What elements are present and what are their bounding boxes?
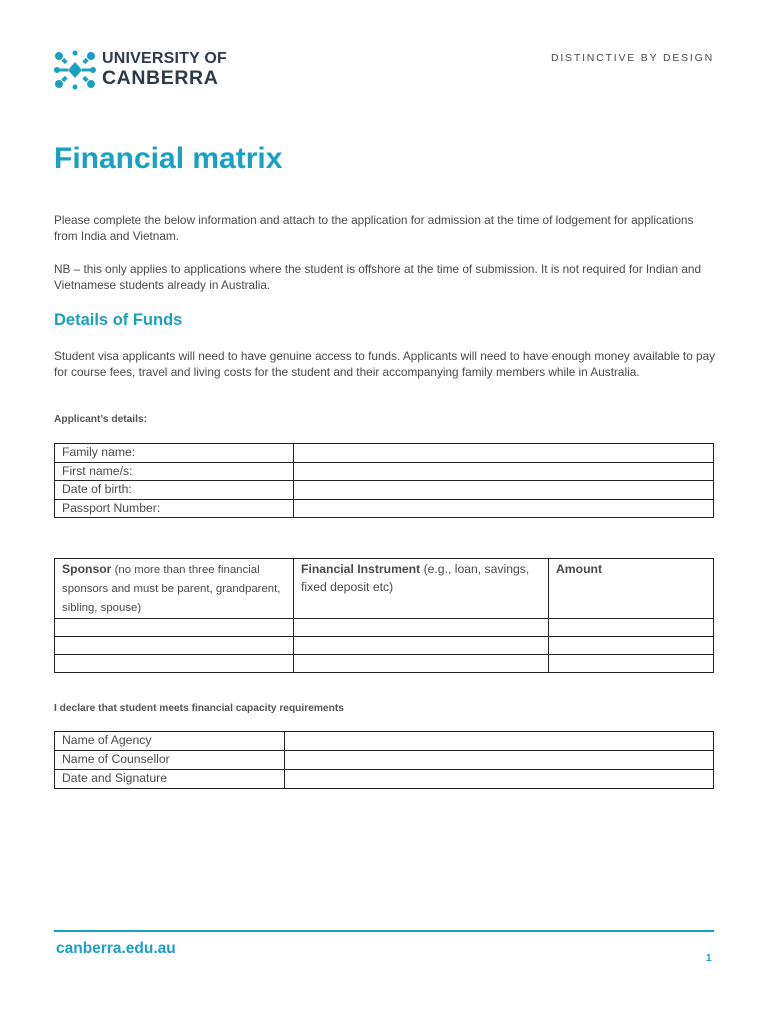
instrument-cell[interactable]	[294, 619, 549, 637]
agency-field-label: Date and Signature	[55, 770, 285, 789]
sponsor-header-title: Sponsor	[62, 562, 112, 576]
amount-header-title: Amount	[556, 562, 603, 576]
agency-field-label: Name of Agency	[55, 732, 285, 751]
amount-cell[interactable]	[549, 619, 714, 637]
amount-cell[interactable]	[549, 655, 714, 673]
applicant-field-label: First name/s:	[55, 462, 294, 481]
table-row	[55, 655, 714, 673]
sponsor-header-note: (no more than three financial sponsors and must be parent, grandparent, sibling, spouse)	[62, 564, 281, 614]
instrument-column-header	[294, 559, 549, 619]
university-logo-icon	[54, 50, 96, 90]
applicant-field-value[interactable]	[294, 462, 714, 481]
logo-line1: UNIVERSITY OF	[102, 50, 227, 68]
footer-divider	[54, 930, 714, 932]
table-row	[55, 499, 714, 518]
sponsor-column-header	[55, 559, 294, 619]
university-logo	[54, 50, 227, 90]
amount-column-header	[549, 559, 714, 619]
applicant-field-value[interactable]	[294, 499, 714, 518]
instrument-cell[interactable]	[294, 655, 549, 673]
agency-table	[54, 731, 714, 789]
table-header-row	[55, 559, 714, 619]
section-paragraph: Student visa applicants will need to have genuine access to funds. Applicants will need to have enough money available to pay for course fees, travel and living costs for the student and their accompanying family members while in Australia.	[54, 349, 716, 379]
agency-field-label: Name of Counsellor	[55, 751, 285, 770]
sponsor-cell[interactable]	[55, 619, 294, 637]
agency-field-value[interactable]	[285, 770, 714, 789]
page-number: 1	[706, 953, 712, 964]
table-row	[55, 637, 714, 655]
applicant-field-value[interactable]	[294, 444, 714, 463]
note-paragraph: NB – this only applies to applications where the student is offshore at the time of submission. It is not required for Indian and Vietnamese students already in Australia.	[54, 262, 702, 292]
page-title: Financial matrix	[54, 142, 283, 175]
table-row	[55, 481, 714, 500]
agency-field-value[interactable]	[285, 732, 714, 751]
tagline: DISTINCTIVE BY DESIGN	[550, 52, 714, 64]
table-row	[55, 732, 714, 751]
footer-website-link[interactable]: canberra.edu.au	[56, 940, 176, 957]
instrument-header-note: (e.g., loan, savings, fixed deposit etc)	[301, 562, 530, 594]
table-row	[55, 462, 714, 481]
section-heading: Details of Funds	[54, 311, 183, 329]
sponsor-cell[interactable]	[55, 637, 294, 655]
sponsor-table	[54, 558, 714, 673]
table-row	[55, 444, 714, 463]
applicant-field-label: Passport Number:	[55, 499, 294, 518]
logo-line2: CANBERRA	[102, 67, 219, 90]
sponsor-cell[interactable]	[55, 655, 294, 673]
table-row	[55, 619, 714, 637]
table-row	[55, 751, 714, 770]
instrument-header-title: Financial Instrument	[301, 562, 421, 576]
amount-cell[interactable]	[549, 637, 714, 655]
applicant-field-label: Family name:	[55, 444, 294, 463]
intro-paragraph: Please complete the below information and attach to the application for admission at the time of lodgement for applications from India and Vietnam.	[54, 213, 694, 243]
table-row	[55, 770, 714, 789]
applicant-field-label: Date of birth:	[55, 481, 294, 500]
applicant-table	[54, 443, 714, 518]
instrument-cell[interactable]	[294, 637, 549, 655]
agency-field-value[interactable]	[285, 751, 714, 770]
declaration-label: I declare that student meets financial capacity requirements	[54, 703, 344, 714]
applicant-field-value[interactable]	[294, 481, 714, 500]
applicant-details-label: Applicant’s details:	[54, 414, 148, 425]
